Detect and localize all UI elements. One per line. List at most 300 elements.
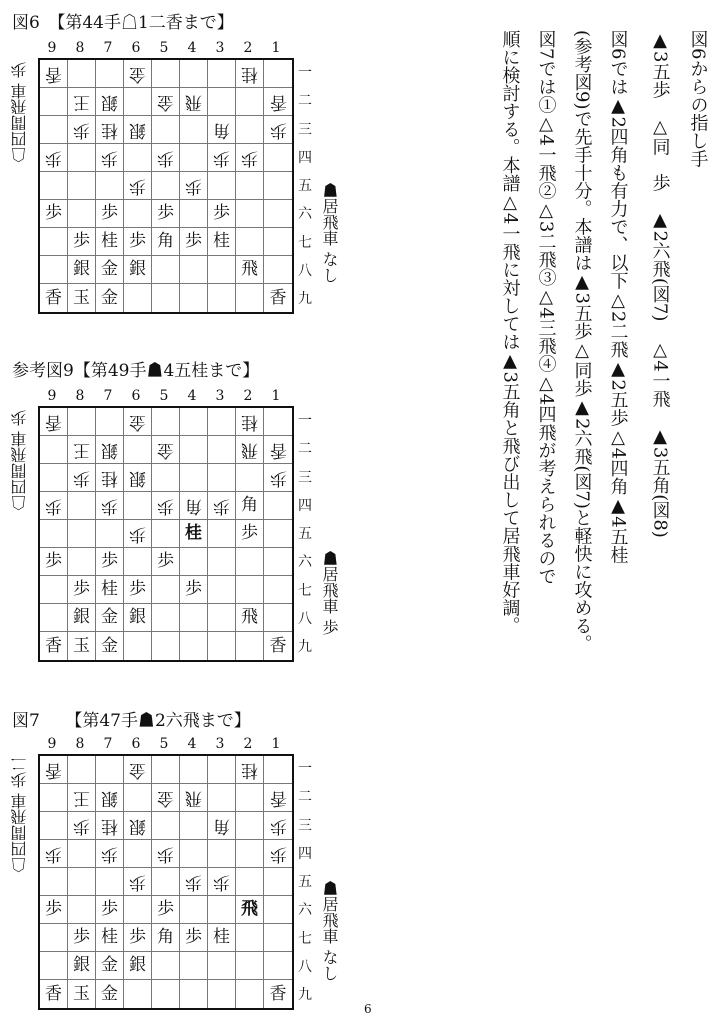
sente-piece: 玉 — [73, 983, 90, 1004]
gote-piece: 銀 — [129, 468, 146, 488]
board-square — [208, 464, 236, 492]
sente-piece: 桂 — [101, 231, 118, 251]
board-square — [264, 924, 292, 952]
gote-piece: 金 — [129, 412, 146, 432]
board-square — [68, 172, 96, 200]
board-square — [208, 980, 236, 1008]
text-column-2: ▲3五歩 △同 歩 ▲2六飛(図7) △4一飛 ▲3五角(図8) — [649, 30, 671, 538]
sente-piece: 歩 — [45, 899, 62, 919]
sente-piece: 桂 — [213, 927, 230, 947]
board-square — [264, 520, 292, 548]
board-square — [96, 812, 124, 840]
file-label: 9 — [47, 736, 57, 752]
board-square — [68, 548, 96, 576]
board-square — [180, 436, 208, 464]
board-ref-9 — [38, 406, 294, 662]
board-square — [236, 464, 264, 492]
gote-piece: 桂 — [101, 120, 118, 140]
board-square — [152, 60, 180, 88]
board-square — [96, 840, 124, 868]
file-label: 9 — [47, 40, 57, 56]
board-square — [236, 840, 264, 868]
sente-piece: 金 — [101, 607, 118, 627]
sente-hand-ref-9: ☗居飛車 歩 — [320, 550, 339, 636]
gote-piece: 角 — [213, 816, 230, 836]
gote-piece: 歩 — [129, 176, 146, 196]
board-square — [208, 924, 236, 952]
board-square — [40, 144, 68, 172]
board-square — [264, 840, 292, 868]
sente-piece: 金 — [101, 259, 118, 279]
sente-piece: 桂 — [101, 579, 118, 599]
gote-piece: 飛 — [241, 440, 258, 460]
board-square — [124, 576, 152, 604]
board-square — [264, 284, 292, 312]
board-square — [152, 436, 180, 464]
board-square — [180, 632, 208, 660]
board-square — [152, 88, 180, 116]
sente-piece: 歩 — [129, 231, 146, 251]
board-square — [68, 896, 96, 924]
board-square — [180, 88, 208, 116]
board-square — [96, 756, 124, 784]
board-square — [180, 408, 208, 436]
board-square — [152, 756, 180, 784]
board-square — [208, 868, 236, 896]
board-square — [40, 632, 68, 660]
board-square — [208, 228, 236, 256]
gote-piece: 歩 — [101, 148, 118, 168]
board-square — [40, 924, 68, 952]
rank-label: 一 — [298, 761, 312, 777]
board-square — [180, 576, 208, 604]
file-label: 3 — [215, 388, 225, 404]
board-square — [208, 784, 236, 812]
sente-piece: 桂 — [101, 927, 118, 947]
board-square — [124, 548, 152, 576]
gote-piece: 歩 — [101, 844, 118, 864]
sente-piece: 角 — [157, 927, 174, 947]
sente-piece: 銀 — [73, 259, 90, 279]
gote-piece: 歩 — [157, 844, 174, 864]
board-square — [236, 868, 264, 896]
diagram-6-title: 図6 【第44手☖1二香まで】 — [12, 13, 234, 33]
board-square — [152, 840, 180, 868]
board-square — [124, 492, 152, 520]
board-square — [124, 520, 152, 548]
board-square — [68, 256, 96, 284]
board-square — [180, 840, 208, 868]
board-square — [152, 576, 180, 604]
board-square — [208, 172, 236, 200]
gote-piece: 歩 — [129, 872, 146, 892]
board-square — [96, 60, 124, 88]
file-label: 5 — [159, 388, 169, 404]
board-square — [152, 172, 180, 200]
board-square — [236, 576, 264, 604]
sente-piece: 歩 — [185, 231, 202, 251]
board-square — [208, 548, 236, 576]
sente-piece: 香 — [45, 983, 62, 1004]
rank-label: 六 — [298, 902, 312, 919]
board-square — [180, 116, 208, 144]
board-square — [68, 520, 96, 548]
board-square — [68, 464, 96, 492]
file-label: 4 — [187, 40, 197, 56]
sente-piece: 歩 — [101, 899, 118, 919]
board-square — [264, 408, 292, 436]
board-square — [124, 144, 152, 172]
board-square — [40, 784, 68, 812]
board-square — [236, 980, 264, 1008]
board-square — [68, 980, 96, 1008]
board-square — [96, 436, 124, 464]
gote-piece: 歩 — [129, 524, 146, 544]
board-square — [208, 60, 236, 88]
board-square — [236, 200, 264, 228]
rank-label: 二 — [298, 93, 312, 110]
board-square — [68, 952, 96, 980]
gote-piece: 歩 — [101, 496, 118, 516]
file-label: 1 — [271, 736, 281, 752]
board-square — [40, 172, 68, 200]
board-square — [96, 868, 124, 896]
rank-label: 四 — [298, 845, 312, 862]
text-column-4: (参考図9)で先手十分。本譜は▲3五歩△同歩▲2六飛(図7)と軽快に攻める。 — [571, 30, 593, 653]
gote-piece: 香 — [269, 92, 287, 112]
board-square — [180, 980, 208, 1008]
board-square — [68, 144, 96, 172]
gote-piece: 王 — [73, 440, 90, 460]
rank-labels — [296, 407, 314, 662]
gote-piece: 歩 — [241, 148, 258, 168]
board-square — [96, 144, 124, 172]
gote-piece: 王 — [73, 92, 90, 112]
board-square — [264, 812, 292, 840]
board-square — [236, 896, 264, 924]
board-square — [180, 492, 208, 520]
board-square — [208, 88, 236, 116]
board-square — [264, 952, 292, 980]
rank-label: 五 — [298, 526, 312, 543]
gote-hand-6: ☖四間飛車 歩 — [10, 62, 29, 164]
sente-piece: 玉 — [73, 635, 90, 656]
board-square — [68, 784, 96, 812]
board-square — [236, 172, 264, 200]
board-square — [236, 144, 264, 172]
board-square — [124, 924, 152, 952]
sente-piece: 香 — [269, 635, 287, 656]
board-square — [96, 88, 124, 116]
board-square — [152, 144, 180, 172]
board-square — [152, 116, 180, 144]
gote-piece: 香 — [45, 760, 62, 780]
board-square — [152, 896, 180, 924]
board-square — [208, 144, 236, 172]
board-square — [68, 116, 96, 144]
file-label: 7 — [103, 736, 113, 752]
gote-piece: 銀 — [101, 788, 118, 808]
board-square — [40, 436, 68, 464]
gote-piece: 金 — [157, 788, 174, 808]
sente-piece: 桂 — [213, 231, 230, 251]
file-label: 5 — [159, 736, 169, 752]
board-square — [124, 408, 152, 436]
board-square — [68, 576, 96, 604]
board-square — [68, 924, 96, 952]
file-label: 7 — [103, 388, 113, 404]
gote-piece: 桂 — [101, 816, 118, 836]
board-square — [68, 632, 96, 660]
board-square — [40, 952, 68, 980]
sente-piece: 銀 — [73, 955, 90, 975]
board-square — [208, 756, 236, 784]
sente-piece: 歩 — [241, 523, 258, 543]
board-square — [236, 408, 264, 436]
board-square — [264, 256, 292, 284]
board-square — [40, 604, 68, 632]
gote-piece: 香 — [269, 440, 287, 460]
board-square — [236, 256, 264, 284]
board-square — [236, 228, 264, 256]
file-label: 6 — [131, 388, 141, 404]
rank-label: 二 — [298, 789, 312, 806]
sente-piece: 歩 — [157, 899, 174, 919]
board-square — [264, 144, 292, 172]
board-square — [264, 200, 292, 228]
sente-piece: 桂 — [185, 523, 202, 543]
rank-label: 九 — [298, 291, 312, 308]
gote-piece: 銀 — [101, 440, 118, 460]
board-square — [96, 284, 124, 312]
gote-hand-7: ☖四間飛車 歩二 — [10, 756, 29, 874]
board-square — [180, 256, 208, 284]
text-column-5: 図7では①△4一飛②△3二飛③△4三飛④△4四飛が考えられるので — [535, 30, 557, 586]
rank-label: 三 — [298, 121, 312, 138]
gote-piece: 歩 — [269, 120, 287, 140]
board-square — [180, 784, 208, 812]
board-square — [68, 604, 96, 632]
board-square — [208, 256, 236, 284]
gote-piece: 歩 — [269, 468, 287, 488]
board-square — [152, 604, 180, 632]
board-square — [236, 116, 264, 144]
gote-piece: 飛 — [185, 92, 202, 112]
board-square — [96, 464, 124, 492]
board-square — [180, 952, 208, 980]
gote-hand-ref-9: ☖四間飛車 歩 — [10, 410, 29, 512]
board-square — [124, 980, 152, 1008]
board-square — [68, 812, 96, 840]
board-square — [152, 632, 180, 660]
board-square — [152, 492, 180, 520]
board-square — [124, 436, 152, 464]
board-square — [264, 632, 292, 660]
board-square — [236, 604, 264, 632]
board-square — [124, 840, 152, 868]
gote-piece: 歩 — [73, 120, 90, 140]
rank-label: 七 — [298, 930, 312, 947]
page-number: 6 — [364, 1002, 372, 1016]
gote-piece: 金 — [129, 64, 146, 84]
board-square — [264, 88, 292, 116]
board-square — [180, 812, 208, 840]
gote-piece: 香 — [269, 788, 287, 808]
board-square — [124, 172, 152, 200]
board-square — [264, 116, 292, 144]
rank-label: 六 — [298, 206, 312, 223]
board-square — [124, 116, 152, 144]
rank-label: 八 — [298, 611, 312, 628]
file-label: 2 — [243, 736, 253, 752]
board-square — [124, 88, 152, 116]
board-square — [236, 632, 264, 660]
rank-label: 一 — [298, 65, 312, 81]
board-square — [236, 436, 264, 464]
board-7 — [38, 754, 294, 1010]
rank-label: 九 — [298, 987, 312, 1004]
board-square — [124, 868, 152, 896]
board-square — [40, 756, 68, 784]
sente-piece: 歩 — [45, 551, 62, 571]
rank-label: 四 — [298, 497, 312, 514]
board-square — [96, 784, 124, 812]
board-square — [152, 256, 180, 284]
board-square — [40, 116, 68, 144]
sente-piece: 金 — [101, 635, 118, 656]
sente-piece: 香 — [269, 983, 287, 1004]
board-square — [236, 548, 264, 576]
sente-piece: 歩 — [101, 203, 118, 223]
board-square — [124, 812, 152, 840]
board-square — [180, 548, 208, 576]
board-square — [208, 116, 236, 144]
board-square — [152, 408, 180, 436]
sente-piece: 角 — [157, 231, 174, 251]
board-square — [68, 756, 96, 784]
board-square — [40, 812, 68, 840]
file-label: 3 — [215, 40, 225, 56]
rank-label: 三 — [298, 817, 312, 834]
rank-label: 三 — [298, 469, 312, 486]
board-square — [40, 520, 68, 548]
sente-piece: 金 — [101, 955, 118, 975]
file-labels — [38, 40, 290, 56]
gote-piece: 桂 — [241, 412, 258, 432]
text-column-1: 図6からの指し手 — [687, 30, 709, 168]
sente-piece: 歩 — [185, 927, 202, 947]
sente-piece: 飛 — [241, 259, 258, 279]
board-square — [96, 576, 124, 604]
board-square — [96, 116, 124, 144]
sente-piece: 歩 — [185, 579, 202, 599]
board-square — [264, 464, 292, 492]
sente-piece: 歩 — [129, 927, 146, 947]
board-square — [68, 436, 96, 464]
board-square — [264, 604, 292, 632]
board-square — [180, 520, 208, 548]
sente-piece: 歩 — [45, 203, 62, 223]
board-square — [40, 408, 68, 436]
board-square — [68, 88, 96, 116]
board-square — [236, 924, 264, 952]
file-label: 8 — [75, 388, 85, 404]
board-square — [124, 784, 152, 812]
sente-piece: 歩 — [73, 231, 90, 251]
file-label: 5 — [159, 40, 169, 56]
rank-label: 八 — [298, 263, 312, 280]
gote-piece: 歩 — [269, 816, 287, 836]
text-column-6: 順に検討する。本譜△4一飛に対しては▲3五角と飛び出して居飛車好調。 — [499, 30, 521, 635]
rank-label: 五 — [298, 874, 312, 891]
board-square — [68, 492, 96, 520]
sente-piece: 香 — [45, 635, 62, 656]
board-square — [180, 464, 208, 492]
rank-label: 二 — [298, 441, 312, 458]
file-label: 2 — [243, 388, 253, 404]
board-square — [236, 520, 264, 548]
board-square — [96, 200, 124, 228]
file-label: 4 — [187, 388, 197, 404]
file-labels — [38, 736, 290, 752]
file-label: 7 — [103, 40, 113, 56]
board-square — [236, 756, 264, 784]
sente-piece: 銀 — [129, 259, 146, 279]
board-square — [40, 980, 68, 1008]
board-square — [152, 784, 180, 812]
board-square — [40, 868, 68, 896]
gote-piece: 桂 — [101, 468, 118, 488]
sente-piece: 金 — [101, 983, 118, 1004]
sente-piece: 玉 — [73, 287, 90, 308]
board-square — [124, 200, 152, 228]
gote-piece: 角 — [185, 496, 202, 516]
board-square — [40, 492, 68, 520]
board-square — [208, 284, 236, 312]
gote-piece: 歩 — [73, 468, 90, 488]
board-square — [152, 952, 180, 980]
board-square — [208, 896, 236, 924]
board-square — [68, 60, 96, 88]
board-square — [208, 200, 236, 228]
board-square — [208, 952, 236, 980]
board-square — [96, 980, 124, 1008]
board-square — [236, 492, 264, 520]
board-square — [180, 924, 208, 952]
board-square — [68, 228, 96, 256]
gote-piece: 桂 — [241, 760, 258, 780]
board-square — [96, 896, 124, 924]
board-square — [152, 464, 180, 492]
board-square — [208, 632, 236, 660]
gote-piece: 金 — [157, 440, 174, 460]
board-square — [264, 576, 292, 604]
file-label: 4 — [187, 736, 197, 752]
board-square — [96, 548, 124, 576]
gote-piece: 歩 — [73, 816, 90, 836]
board-square — [264, 756, 292, 784]
board-square — [40, 284, 68, 312]
sente-piece: 飛 — [241, 607, 258, 627]
board-square — [68, 868, 96, 896]
board-square — [180, 284, 208, 312]
board-square — [40, 88, 68, 116]
board-square — [180, 200, 208, 228]
board-square — [124, 228, 152, 256]
rank-label: 九 — [298, 639, 312, 656]
gote-piece: 歩 — [213, 872, 230, 892]
board-square — [40, 200, 68, 228]
